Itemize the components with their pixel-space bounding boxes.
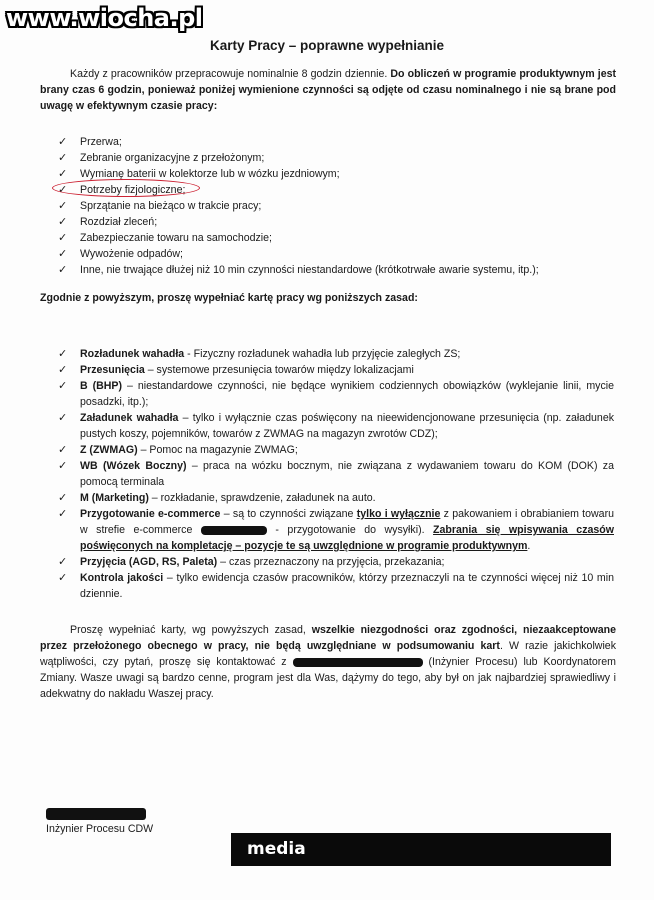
redaction-bar [293, 658, 423, 667]
rule-name: Przesunięcia [80, 364, 145, 376]
list-item [54, 230, 614, 246]
list-item [54, 458, 614, 490]
check-icon: ✓ [58, 200, 68, 212]
watermark: www.wiocha.pl [6, 4, 203, 32]
signature-label: Inżynier Procesu CDW [46, 823, 154, 835]
list-item [54, 198, 614, 214]
check-icon: ✓ [58, 248, 68, 260]
list-item [54, 246, 614, 262]
closing-part3: . W razie jakichkolwiek wątpliwości, czy pytań, proszę się kontaktować z [40, 640, 616, 668]
intro-paragraph [40, 66, 616, 114]
list-item [54, 150, 614, 166]
closing-part1: Proszę wypełniać karty, wg powyższych zasad, [70, 624, 312, 636]
media-logo-bar [231, 833, 611, 866]
list-item-label: Sprzątanie na bieżąco w trakcie pracy; [80, 200, 262, 212]
list-item [54, 362, 614, 378]
rule-desc: – czas przeznaczony na przyjęcia, przekazania; [217, 556, 445, 568]
list-item-label: Zebranie organizacyjne z przełożonym; [80, 152, 265, 164]
check-icon: ✓ [58, 216, 68, 228]
rule-warning: Zabrania się wpisywania czasów poświęconych na kompletację – pozycje te są uwzględnione w programie produktywnym [80, 524, 614, 552]
signature-redaction [46, 808, 146, 820]
rule-desc: - Fizyczny rozładunek wahadła lub przyjęcie zaległych ZS; [184, 348, 461, 360]
rule-desc: – systemowe przesunięcia towarów między lokalizacjami [144, 364, 414, 376]
check-icon: ✓ [58, 492, 68, 504]
check-icon: ✓ [58, 572, 68, 584]
list-item [54, 506, 614, 554]
rule-name: Rozładunek wahadła [80, 348, 185, 360]
redaction-bar [201, 526, 267, 535]
list-item [54, 262, 614, 278]
check-icon: ✓ [58, 460, 68, 472]
intro-part2: Do obliczeń w programie produktywnym jest brany czas 6 godzin, ponieważ poniżej wymienione czynności są odjęte od czasu nominalnego i nie są brane pod uwagę w efektywnym czasie pracy: [40, 68, 617, 112]
closing-part4: (Inżynier Procesu) lub Koordynatorem Zmiany. Wasze uwagi są bardzo cenne, program jest dla Was, dążymy do tego, aby był on jak najbardziej sprawiedliwy i adekwatny do nakładu Waszej pracy. [40, 656, 616, 700]
list-item [54, 134, 614, 150]
closing-paragraph [40, 622, 616, 702]
media-logo: media [247, 839, 306, 859]
list-item [54, 410, 614, 442]
check-icon: ✓ [58, 152, 68, 164]
check-icon: ✓ [58, 348, 68, 360]
list-item-label: Wywożenie odpadów; [80, 248, 183, 260]
rule-desc: – tylko ewidencja czasów pracowników, którzy przeznaczyli na te czynności więcej niż 10 min dziennie. [80, 572, 615, 600]
check-icon: ✓ [58, 444, 68, 456]
rule-name: M (Marketing) [80, 492, 149, 504]
rules-heading: Zgodnie z powyższym, proszę wypełniać kartę pracy wg poniższych zasad: [40, 292, 418, 304]
rule-name: Z (ZWMAG) [80, 444, 138, 456]
closing-part2: wszelkie niezgodności oraz zgodności, niezaakceptowane przez przełożonego obecnego w pracy, nie będą uwzględniane w podsumowaniu kart [40, 624, 616, 652]
check-icon: ✓ [58, 264, 68, 276]
rule-desc: – tylko i wyłącznie czas poświęcony na nieewidencjonowane przesunięcia (np. załadunek pustych koszy, pojemników, towarów z ZWMAG na magazyn zwrotów CDZ); [80, 412, 615, 440]
check-icon: ✓ [58, 412, 68, 424]
rule-desc: – niestandardowe czynności, nie będące wynikiem codziennych obowiązków (wyklejanie linii, mycie posadzki, itp.); [80, 380, 614, 408]
intro-part1: Każdy z pracowników przepracowuje nominalnie 8 godzin dziennie. [70, 68, 391, 80]
rule-name: B (BHP) [80, 380, 123, 392]
rule-desc: – Pomoc na magazynie ZWMAG; [137, 444, 298, 456]
document-title: Karty Pracy – poprawne wypełnianie [209, 38, 445, 53]
check-icon: ✓ [58, 136, 68, 148]
excluded-activities-list [54, 134, 614, 278]
rule-name: Kontrola jakości [80, 572, 164, 584]
rule-desc-4: . [527, 540, 531, 552]
rule-name: Przygotowanie e-commerce [80, 508, 221, 520]
list-item-label: Przerwa; [80, 136, 122, 148]
rule-name: Przyjęcia (AGD, RS, Paleta) [80, 556, 218, 568]
check-icon: ✓ [58, 508, 68, 520]
rule-desc: – są to czynności związane [220, 508, 357, 520]
rule-desc: – praca na wózku bocznym, nie związana z wydawaniem towaru do KOM (DOK) za pomocą terminala [80, 460, 614, 488]
list-item-label: Zabezpieczanie towaru na samochodzie; [80, 232, 272, 244]
rules-list [54, 346, 614, 602]
list-item [54, 442, 614, 458]
list-item [54, 490, 614, 506]
list-item [54, 214, 614, 230]
check-icon: ✓ [58, 364, 68, 376]
rule-name: WB (Wózek Boczny) [80, 460, 187, 472]
rule-name: Załadunek wahadła [80, 412, 179, 424]
check-icon: ✓ [58, 556, 68, 568]
check-icon: ✓ [58, 168, 68, 180]
rule-desc-2: z pakowaniem i obrabianiem towaru w strefie e-commerce [80, 508, 614, 536]
rule-desc-3: - przygotowanie do wysyłki). [266, 524, 434, 536]
rule-emphasis: tylko i wyłącznie [356, 508, 441, 520]
check-icon: ✓ [58, 380, 68, 392]
list-item-label: Potrzeby fizjologiczne; [80, 184, 186, 196]
list-item-label: Wymianę baterii w kolektorze lub w wózku jezdniowym; [80, 168, 340, 180]
list-item [54, 346, 614, 362]
check-icon: ✓ [58, 184, 68, 196]
list-item-label: Rozdział zleceń; [80, 216, 158, 228]
rule-desc: – rozkładanie, sprawdzenie, załadunek na auto. [148, 492, 376, 504]
list-item-label: Inne, nie trwające dłużej niż 10 min czynności niestandardowe (krótkotrwałe awarie systemu, itp.); [80, 264, 539, 276]
list-item [54, 570, 614, 602]
list-item [54, 378, 614, 410]
list-item [54, 554, 614, 570]
check-icon: ✓ [58, 232, 68, 244]
red-handdrawn-circle [52, 179, 200, 197]
